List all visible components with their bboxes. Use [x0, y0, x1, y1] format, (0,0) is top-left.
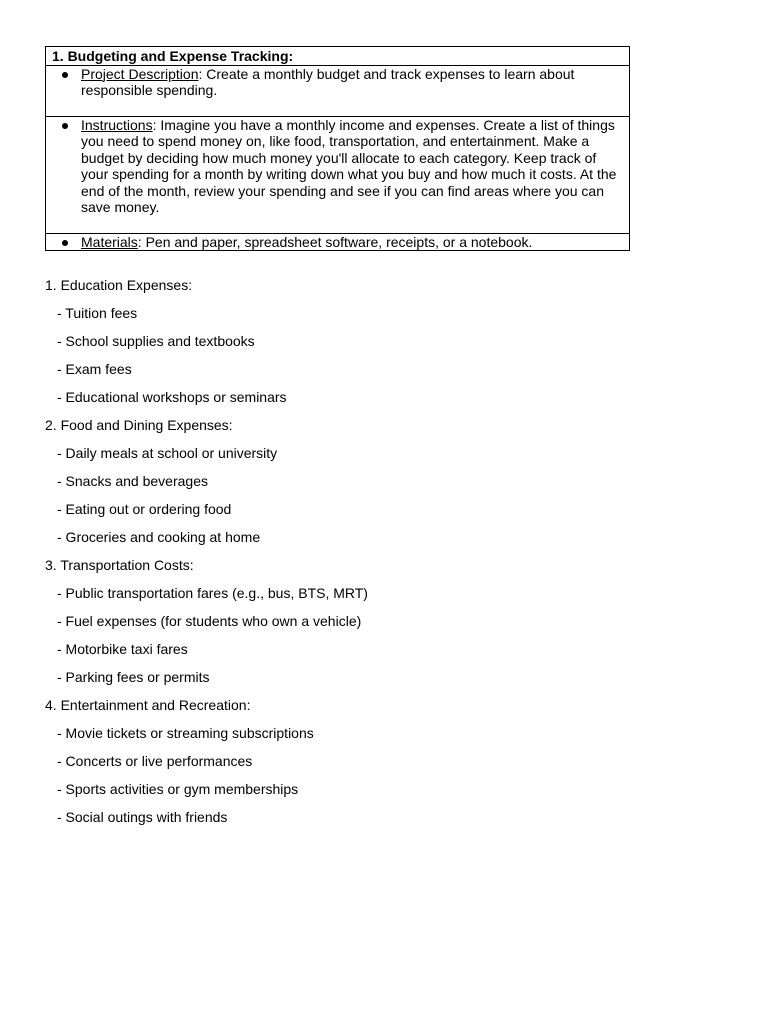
list-item: - Public transportation fares (e.g., bus, BTS, MRT): [57, 585, 368, 601]
list-item: - Eating out or ordering food: [57, 501, 232, 517]
project-title: 1. Budgeting and Expense Tracking:: [46, 47, 630, 66]
project-description-text: : Create a monthly budget and track expenses to learn about responsible spending.: [81, 65, 575, 98]
instructions-row: [46, 116, 630, 233]
category-heading: 4. Entertainment and Recreation:: [45, 697, 251, 713]
list-item: - Daily meals at school or university: [57, 445, 278, 461]
category-heading: 3. Transportation Costs:: [45, 557, 194, 573]
list-item: - Concerts or live performances: [57, 753, 253, 769]
list-item: - Motorbike taxi fares: [57, 641, 188, 657]
category-heading: 1. Education Expenses:: [45, 277, 193, 293]
list-item: - Tuition fees: [57, 305, 138, 321]
instructions-text: : Imagine you have a monthly income and expenses. Create a list of things you need to spend money on, like food, transportation, and entertainment. Make a budget by deciding how much money you'll allocate to each category. Keep track of your spending for a month by writing down what you buy and how much it costs. At the end of the month, review your spending and see if you can find areas where you can save money.: [81, 116, 617, 215]
project-table: [45, 46, 630, 251]
list-item: - Educational workshops or seminars: [57, 389, 287, 405]
bullet-icon: [62, 123, 68, 129]
list-item: - Fuel expenses (for students who own a vehicle): [57, 613, 362, 629]
instructions-label: Instructions: [81, 116, 153, 133]
bullet-icon: [62, 240, 68, 246]
list-item: - Movie tickets or streaming subscriptions: [57, 725, 314, 741]
project-description-label: Project Description: [81, 65, 199, 82]
materials-row: [46, 233, 630, 251]
list-item: - School supplies and textbooks: [57, 333, 255, 349]
bullet-icon: [62, 72, 68, 78]
list-item: - Snacks and beverages: [57, 473, 208, 489]
list-item: - Social outings with friends: [57, 809, 228, 825]
materials-label: Materials: [81, 233, 138, 250]
materials-text: : Pen and paper, spreadsheet software, receipts, or a notebook.: [137, 233, 533, 250]
list-item: - Groceries and cooking at home: [57, 529, 261, 545]
list-item: - Parking fees or permits: [57, 669, 210, 685]
expense-category-list: [45, 277, 368, 837]
project-description-row: [46, 65, 630, 116]
category-heading: 2. Food and Dining Expenses:: [45, 417, 233, 433]
list-item: - Exam fees: [57, 361, 132, 377]
list-item: - Sports activities or gym memberships: [57, 781, 299, 797]
